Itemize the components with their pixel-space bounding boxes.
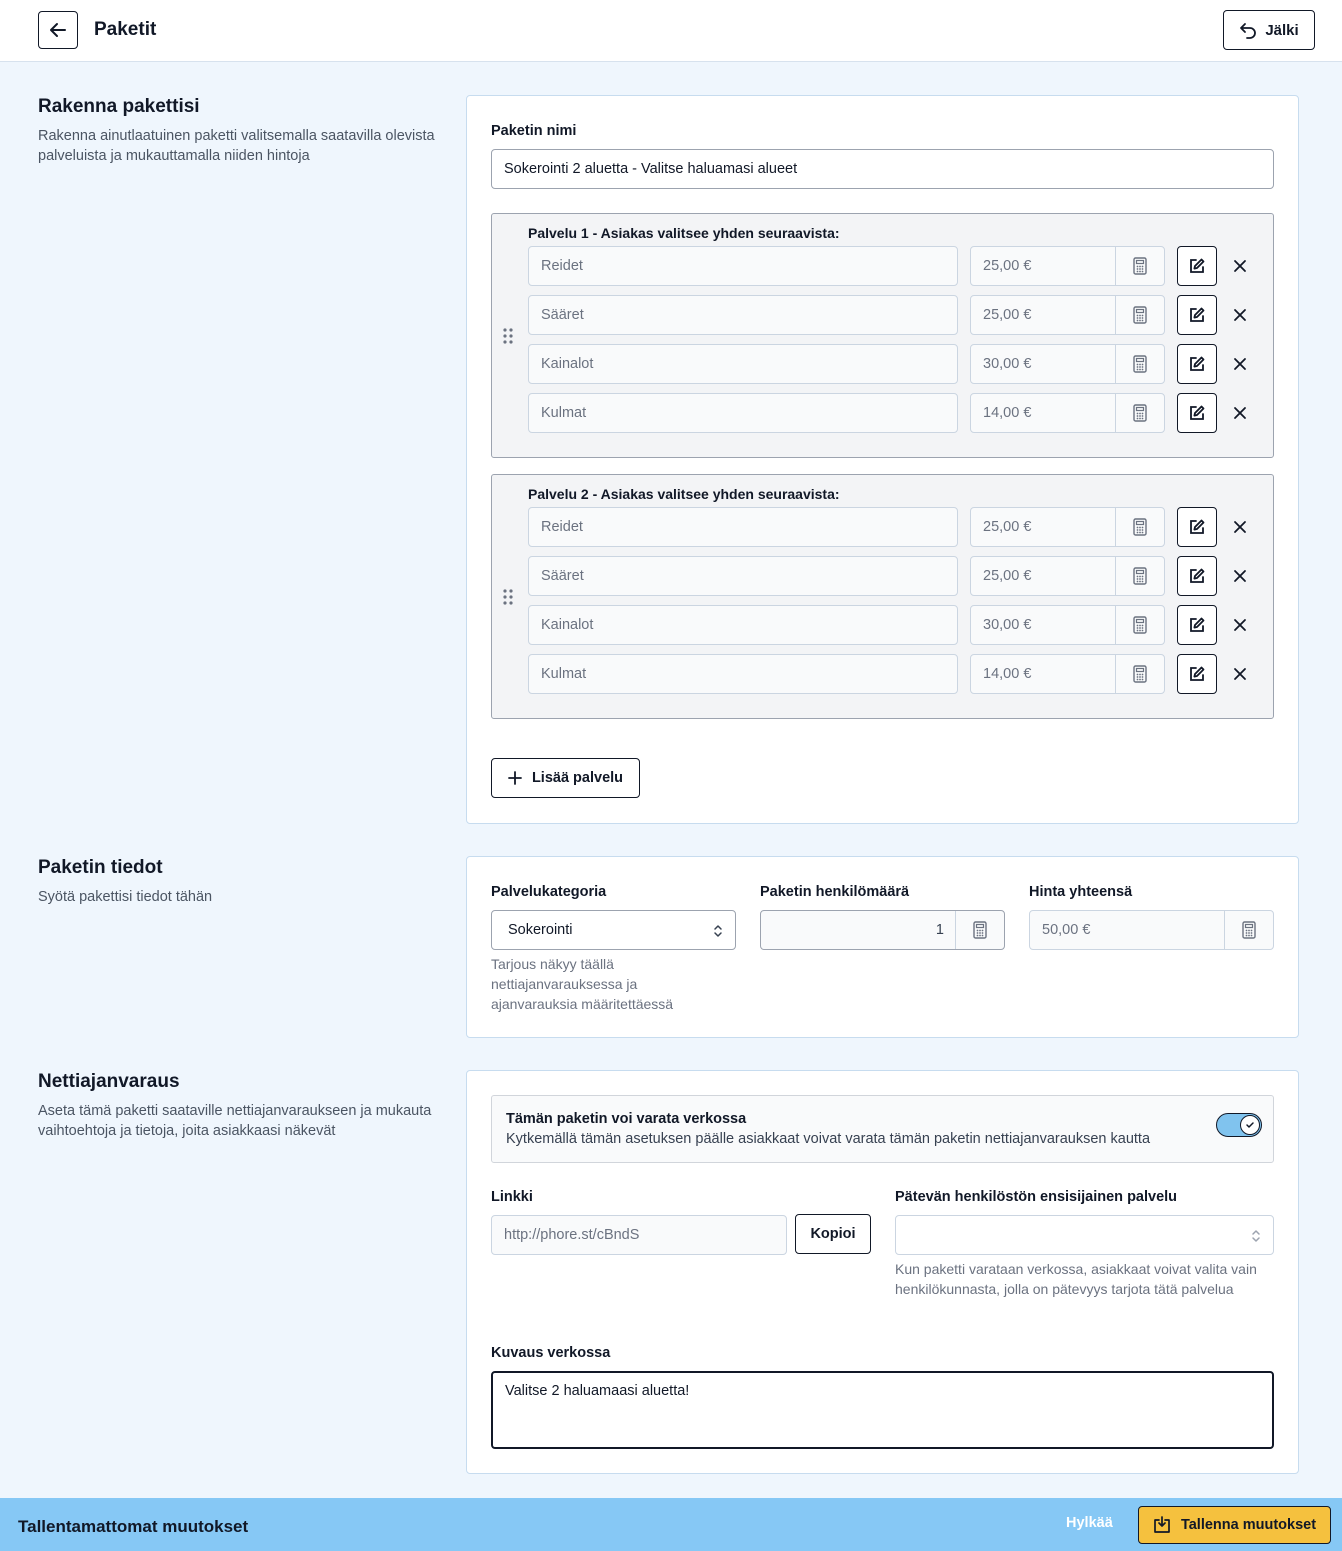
online-description-value: Valitse 2 haluamaasi aluetta!: [505, 1383, 690, 1399]
price-value: 25,00 €: [983, 568, 1032, 584]
service-name-field[interactable]: Kainalot: [528, 605, 958, 645]
copy-button[interactable]: Kopioi: [795, 1214, 871, 1254]
service-row: [528, 507, 1253, 547]
price-field[interactable]: [970, 295, 1165, 335]
category-value: Sokerointi: [508, 922, 573, 938]
online-section-header: [38, 1071, 448, 1141]
switch-knob: [1240, 1115, 1260, 1135]
online-card: [466, 1070, 1299, 1474]
price-value: 30,00 €: [983, 356, 1032, 372]
calculator-icon[interactable]: [1115, 557, 1164, 595]
drag-handle-icon[interactable]: [502, 327, 514, 345]
close-icon: [1233, 667, 1247, 681]
edit-button[interactable]: [1177, 246, 1217, 286]
edit-button[interactable]: [1177, 556, 1217, 596]
toggle-title: Tämän paketin voi varata verkossa: [506, 1111, 747, 1127]
remove-button[interactable]: [1228, 254, 1252, 278]
edit-button[interactable]: [1177, 393, 1217, 433]
service-group-2: [491, 474, 1274, 719]
price-field[interactable]: [970, 605, 1165, 645]
undo-icon: [1239, 21, 1257, 39]
calculator-icon[interactable]: [1115, 606, 1164, 644]
calculator-icon[interactable]: [1115, 345, 1164, 383]
online-section-description: Aseta tämä paketti saataville nettiajanvaraukseen ja mukauta vaihtoehtoja ja tietoja, joita asiakkaasi näkevät: [38, 1103, 432, 1139]
edit-icon: [1188, 616, 1206, 634]
edit-icon: [1188, 257, 1206, 275]
remove-button[interactable]: [1228, 515, 1252, 539]
chevron-up-down-icon: [1251, 1228, 1261, 1244]
unsaved-changes-message: Tallentamattomat muutokset: [18, 1517, 249, 1536]
save-icon: [1153, 1516, 1171, 1534]
undo-label: Jälki: [1265, 21, 1299, 39]
close-icon: [1233, 308, 1247, 322]
price-field[interactable]: [970, 246, 1165, 286]
total-price-input[interactable]: [1029, 910, 1274, 950]
online-booking-toggle-box: [491, 1095, 1274, 1163]
calculator-icon[interactable]: [1115, 247, 1164, 285]
package-name-value: Sokerointi 2 aluetta - Valitse haluamasi alueet: [504, 161, 798, 177]
edit-button[interactable]: [1177, 654, 1217, 694]
edit-icon: [1188, 404, 1206, 422]
calculator-icon[interactable]: [1115, 655, 1164, 693]
save-changes-label: Tallenna muutokset: [1180, 1517, 1317, 1533]
service-name-field[interactable]: Kulmat: [528, 393, 958, 433]
category-help-text: Tarjous näkyy täällä nettiajanvarauksessa ja ajanvarauksia määritettäessä: [491, 956, 674, 1012]
online-section-title: Nettiajanvaraus: [38, 1071, 180, 1092]
remove-button[interactable]: [1228, 613, 1252, 637]
service-name-field[interactable]: Kainalot: [528, 344, 958, 384]
close-icon: [1233, 406, 1247, 420]
edit-button[interactable]: [1177, 605, 1217, 645]
service-name-field[interactable]: Reidet: [528, 246, 958, 286]
online-description-label: Kuvaus verkossa: [491, 1345, 611, 1361]
close-icon: [1233, 618, 1247, 632]
close-icon: [1233, 569, 1247, 583]
plus-icon: [508, 771, 522, 785]
unsaved-changes-bar: [0, 1498, 1342, 1551]
edit-button[interactable]: [1177, 295, 1217, 335]
price-value: 14,00 €: [983, 666, 1032, 682]
service-group-title: Palvelu 2 - Asiakas valitsee yhden seuraavista:: [528, 486, 840, 502]
details-section-description: Syötä pakettisi tiedot tähän: [38, 889, 213, 905]
undo-button[interactable]: [1223, 10, 1315, 50]
build-section-title: Rakenna pakettisi: [38, 96, 200, 117]
service-row: [528, 654, 1253, 694]
calculator-icon[interactable]: [1115, 508, 1164, 546]
add-service-button[interactable]: [491, 758, 640, 798]
online-booking-switch[interactable]: [1216, 1113, 1262, 1137]
link-label: Linkki: [491, 1189, 533, 1205]
remove-button[interactable]: [1228, 303, 1252, 327]
staff-label: Pätevän henkilöstön ensisijainen palvelu: [895, 1189, 1178, 1205]
chevron-up-down-icon: [713, 923, 723, 939]
link-value: http://phore.st/cBndS: [504, 1227, 640, 1243]
price-value: 25,00 €: [983, 258, 1032, 274]
calculator-icon[interactable]: [955, 911, 1004, 949]
service-row: [528, 295, 1253, 335]
build-card: [466, 95, 1299, 824]
remove-button[interactable]: [1228, 564, 1252, 588]
remove-button[interactable]: [1228, 662, 1252, 686]
service-row: [528, 393, 1253, 433]
price-field[interactable]: [970, 556, 1165, 596]
details-section-header: [38, 857, 448, 907]
toggle-description: Kytkemällä tämän asetuksen päälle asiakkaat voivat varata tämän paketin nettiajanvarauksen kautta: [506, 1131, 1151, 1147]
service-name-field[interactable]: Sääret: [528, 556, 958, 596]
save-changes-button[interactable]: [1138, 1506, 1331, 1544]
edit-icon: [1188, 665, 1206, 683]
close-icon: [1233, 357, 1247, 371]
edit-icon: [1188, 518, 1206, 536]
add-service-label: Lisää palvelu: [531, 770, 624, 786]
close-icon: [1233, 259, 1247, 273]
check-icon: [1245, 1120, 1255, 1130]
back-button[interactable]: [38, 11, 78, 49]
total-value: 50,00 €: [1042, 922, 1091, 938]
top-bar: [0, 0, 1342, 62]
calculator-icon[interactable]: [1115, 296, 1164, 334]
details-card: [466, 856, 1299, 1038]
details-section-title: Paketin tiedot: [38, 857, 163, 878]
service-row: [528, 344, 1253, 384]
close-icon: [1233, 520, 1247, 534]
edit-icon: [1188, 355, 1206, 373]
link-input[interactable]: [491, 1215, 787, 1255]
persons-input[interactable]: [760, 910, 1005, 950]
build-section-description: Rakenna ainutlaatuinen paketti valitsemalla saatavilla olevista palveluista ja mukauttamalla niiden hintoja: [38, 128, 435, 164]
staff-help-text: Kun paketti varataan verkossa, asiakkaat voivat valita vain henkilökunnasta, jolla on pätevyys tarjota tätä palvelua: [895, 1261, 1257, 1297]
drag-handle-icon[interactable]: [502, 588, 514, 606]
edit-button[interactable]: [1177, 507, 1217, 547]
price-value: 25,00 €: [983, 519, 1032, 535]
persons-value: 1: [935, 922, 944, 938]
price-value: 25,00 €: [983, 307, 1032, 323]
persons-label: Paketin henkilömäärä: [760, 884, 910, 900]
service-group-1: [491, 213, 1274, 458]
price-field[interactable]: [970, 393, 1165, 433]
service-row: [528, 556, 1253, 596]
service-group-title: Palvelu 1 - Asiakas valitsee yhden seuraavista:: [528, 225, 840, 241]
service-name-field[interactable]: Reidet: [528, 507, 958, 547]
package-name-input[interactable]: [491, 149, 1274, 189]
calculator-icon[interactable]: [1115, 394, 1164, 432]
edit-icon: [1188, 306, 1206, 324]
remove-button[interactable]: [1228, 352, 1252, 376]
category-label: Palvelukategoria: [491, 884, 607, 900]
package-name-label: Paketin nimi: [491, 123, 577, 139]
service-row: [528, 605, 1253, 645]
price-field[interactable]: [970, 344, 1165, 384]
category-select[interactable]: [491, 910, 736, 950]
total-label: Hinta yhteensä: [1029, 884, 1133, 900]
edit-icon: [1188, 567, 1206, 585]
page-title: Paketit: [94, 19, 157, 40]
price-field[interactable]: [970, 654, 1165, 694]
calculator-icon[interactable]: [1224, 911, 1273, 949]
arrow-left-icon: [49, 21, 67, 39]
price-value: 14,00 €: [983, 405, 1032, 421]
remove-button[interactable]: [1228, 401, 1252, 425]
service-row: [528, 246, 1253, 286]
service-name-field[interactable]: Kulmat: [528, 654, 958, 694]
online-description-textarea[interactable]: [491, 1371, 1274, 1449]
price-value: 30,00 €: [983, 617, 1032, 633]
edit-button[interactable]: [1177, 344, 1217, 384]
service-name-field[interactable]: Sääret: [528, 295, 958, 335]
build-section-header: [38, 96, 448, 166]
price-field[interactable]: [970, 507, 1165, 547]
staff-service-select[interactable]: [895, 1215, 1274, 1255]
discard-button[interactable]: Hylkää: [1066, 1515, 1113, 1531]
